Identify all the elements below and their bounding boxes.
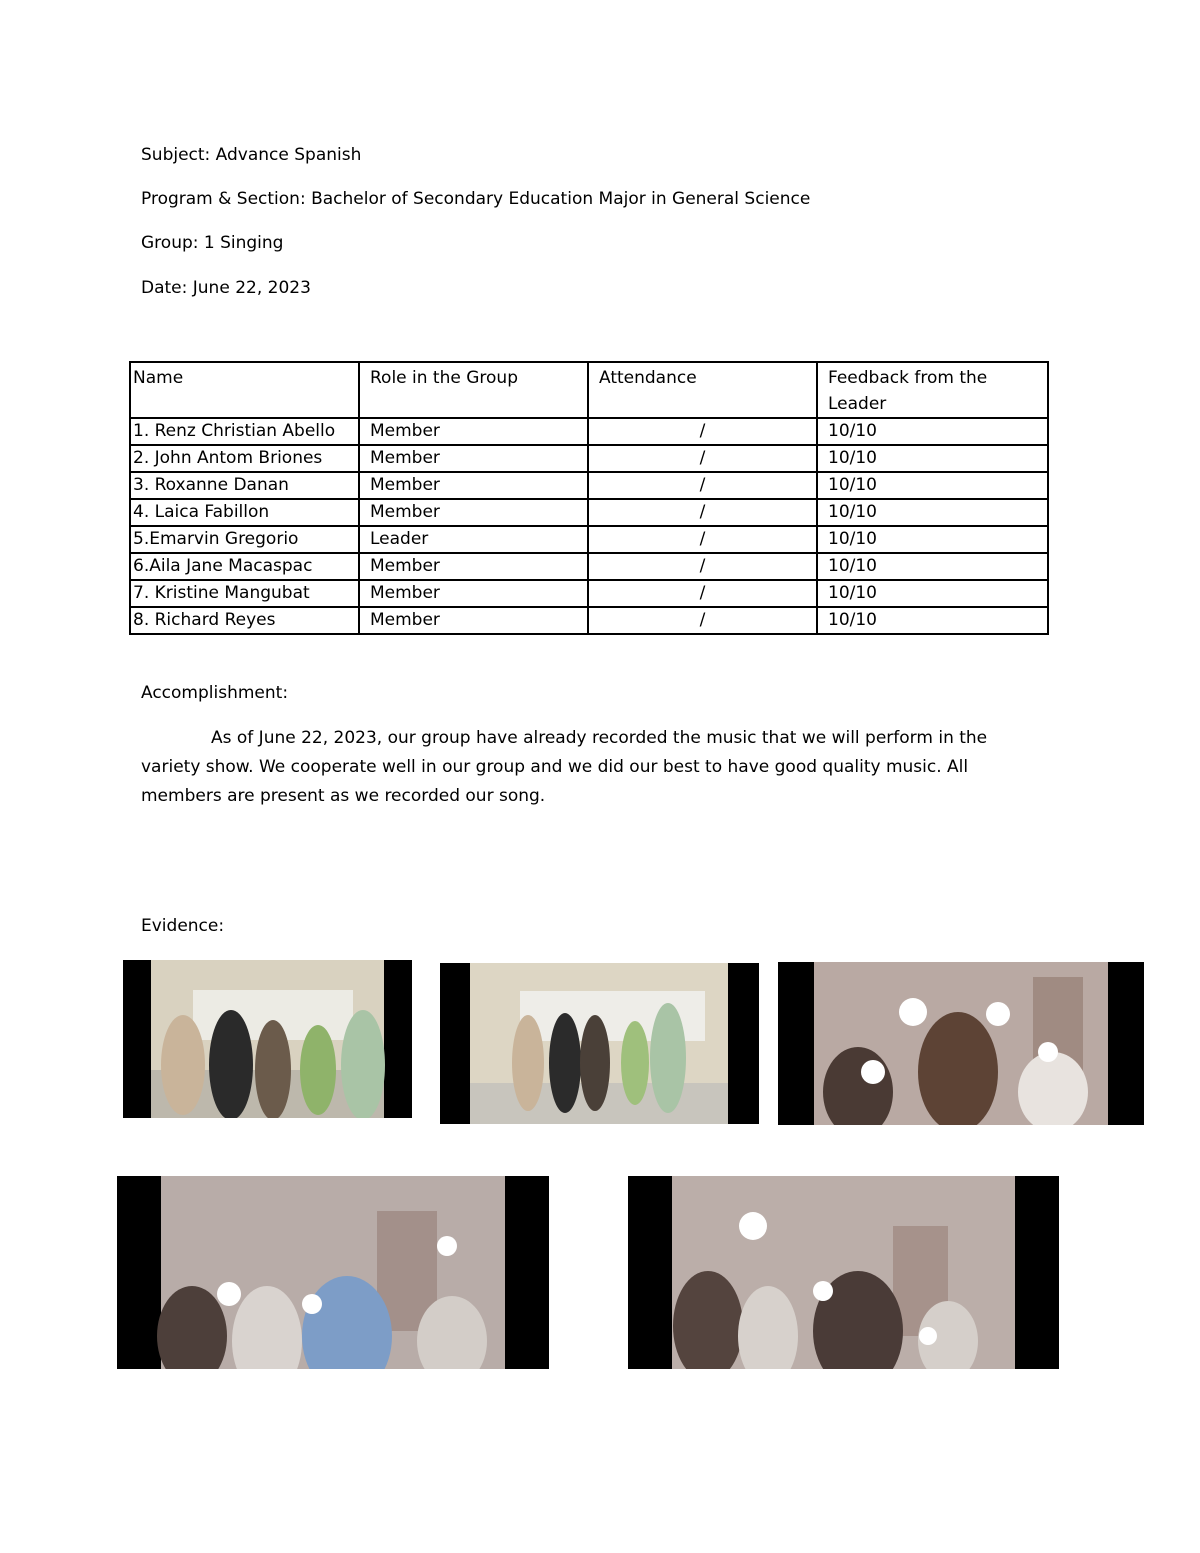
- table-row: [130, 526, 1048, 553]
- subject-line: Subject: Advance Spanish: [141, 145, 362, 165]
- member-attendance: /: [588, 472, 817, 499]
- member-role: Member: [359, 418, 588, 445]
- table-header-row: [130, 362, 1048, 418]
- evidence-photo-4: [117, 1176, 549, 1369]
- evidence-photo-5: [628, 1176, 1059, 1369]
- member-role: Member: [359, 472, 588, 499]
- member-attendance: /: [588, 553, 817, 580]
- member-attendance: /: [588, 580, 817, 607]
- accomplishment-heading: Accomplishment:: [141, 683, 289, 703]
- member-attendance: /: [588, 418, 817, 445]
- member-name: 6.Aila Jane Macaspac: [130, 553, 359, 580]
- member-feedback: 10/10: [817, 418, 1048, 445]
- evidence-photo-3: [778, 962, 1144, 1125]
- evidence-heading: Evidence:: [141, 916, 225, 936]
- table-row: [130, 553, 1048, 580]
- member-attendance: /: [588, 445, 817, 472]
- member-name: 1. Renz Christian Abello: [130, 418, 359, 445]
- attendance-table: [129, 361, 1049, 635]
- program-line: Program & Section: Bachelor of Secondary Education Major in General Science: [141, 189, 811, 209]
- group-line: Group: 1 Singing: [141, 233, 284, 253]
- table-row: [130, 499, 1048, 526]
- member-name: 4. Laica Fabillon: [130, 499, 359, 526]
- table-row: [130, 418, 1048, 445]
- member-role: Member: [359, 553, 588, 580]
- member-attendance: /: [588, 499, 817, 526]
- table-row: [130, 472, 1048, 499]
- member-role: Member: [359, 499, 588, 526]
- member-feedback: 10/10: [817, 580, 1048, 607]
- member-name: 7. Kristine Mangubat: [130, 580, 359, 607]
- member-feedback: 10/10: [817, 445, 1048, 472]
- member-role: Member: [359, 607, 588, 634]
- evidence-photo-1: [123, 960, 412, 1118]
- table-row: [130, 445, 1048, 472]
- member-name: 8. Richard Reyes: [130, 607, 359, 634]
- column-header-role: Role in the Group: [359, 362, 588, 418]
- table-row: [130, 607, 1048, 634]
- column-header-name: Name: [130, 362, 359, 418]
- member-attendance: /: [588, 607, 817, 634]
- column-header-attendance: Attendance: [588, 362, 817, 418]
- table-row: [130, 580, 1048, 607]
- date-line: Date: June 22, 2023: [141, 278, 311, 298]
- column-header-feedback: Feedback from the Leader: [817, 362, 1048, 418]
- member-feedback: 10/10: [817, 526, 1048, 553]
- accomplishment-paragraph: As of June 22, 2023, our group have already recorded the music that we will perform in the variety show. We cooperate well in our group and we did our best to have good quality music. All members are present as we recorded our song.: [141, 728, 988, 806]
- member-role: Member: [359, 580, 588, 607]
- member-feedback: 10/10: [817, 472, 1048, 499]
- member-feedback: 10/10: [817, 499, 1048, 526]
- member-name: 5.Emarvin Gregorio: [130, 526, 359, 553]
- member-feedback: 10/10: [817, 607, 1048, 634]
- member-role: Leader: [359, 526, 588, 553]
- evidence-photo-2: [440, 963, 759, 1124]
- member-role: Member: [359, 445, 588, 472]
- member-name: 3. Roxanne Danan: [130, 472, 359, 499]
- member-name: 2. John Antom Briones: [130, 445, 359, 472]
- member-feedback: 10/10: [817, 553, 1048, 580]
- member-attendance: /: [588, 526, 817, 553]
